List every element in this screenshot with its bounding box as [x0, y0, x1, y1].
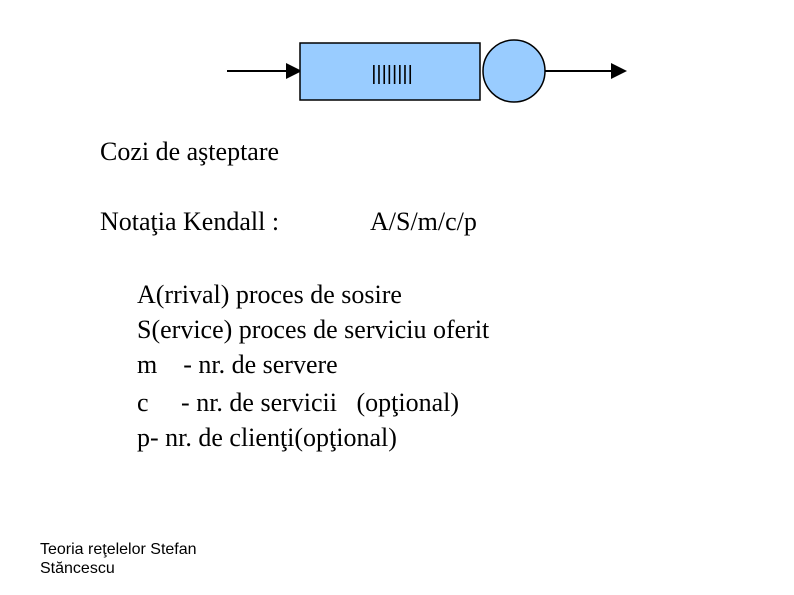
kendall-label: Notaţia Kendall :: [100, 207, 280, 236]
queue-marks: ||||||||: [371, 63, 413, 85]
footer-credit: [40, 540, 197, 578]
page-title: Cozi de aşteptare: [100, 137, 280, 166]
definition-arrival: A(rrival) proces de sosire: [137, 280, 402, 309]
footer-line-1: Teoria reţelelor Stefan: [40, 541, 197, 558]
server-circle: [483, 40, 545, 102]
definition-capacity: c - nr. de servicii (opţional): [137, 388, 460, 417]
definition-service: S(ervice) proces de serviciu oferit: [137, 315, 490, 344]
definition-population: p- nr. de clienţi(opţional): [137, 423, 397, 452]
queue-diagram: [0, 0, 794, 140]
footer-line-2: Stăncescu: [40, 560, 115, 577]
definition-servers: m - nr. de servere: [137, 350, 338, 379]
kendall-notation: A/S/m/c/p: [370, 207, 477, 236]
